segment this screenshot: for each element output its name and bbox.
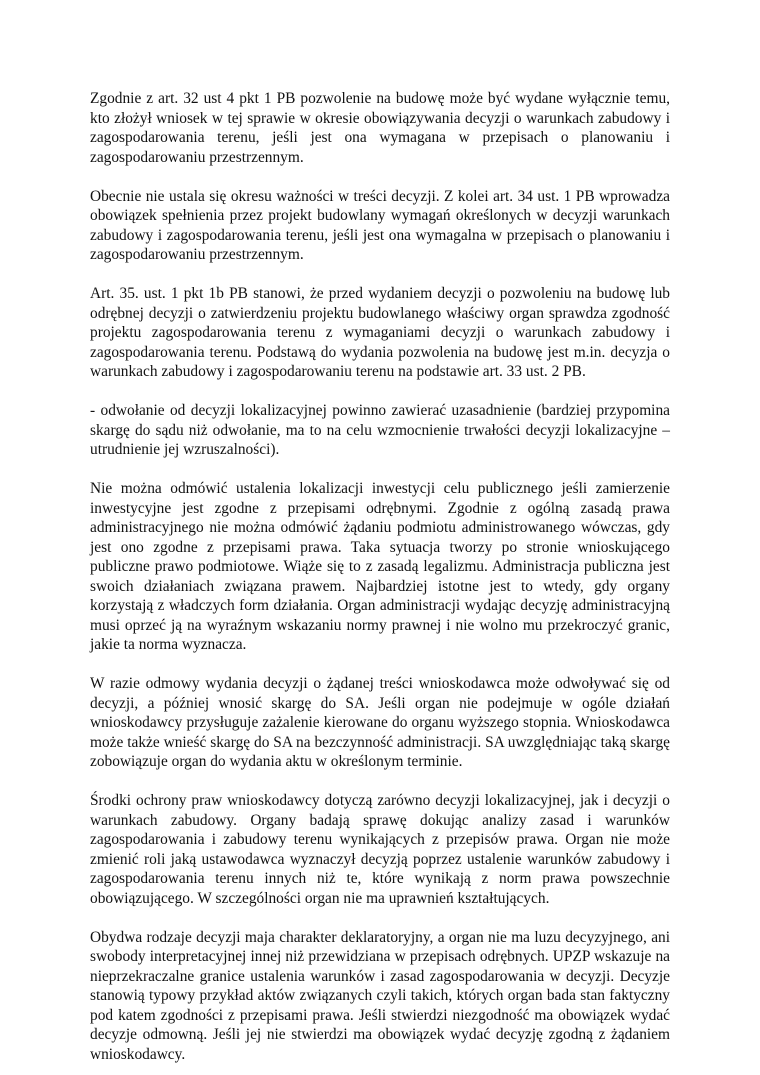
paragraph-odwolanie: - odwołanie od decyzji lokalizacyjnej powinno zawierać uzasadnienie (bardziej przypomina skargę do sądu niż odwołanie, ma to na celu wzmocnienie trwałości decyzji lokalizacyjne – utrudnienie jej wzruszalności). [90,402,670,458]
paragraph-art-34: Obecnie nie ustala się okresu ważności w treści decyzji. Z kolei art. 34 ust. 1 PB wprowadza obowiązek spełnienia przez projekt budowlany wymagań określonych w decyzji warunkach zabudowy i zagospodarowania terenu, jeśli jest ona wymagalna w przepisach o planowaniu i zagospodarowaniu przestrzennym. [90,187,670,263]
paragraph-art-32: Zgodnie z art. 32 ust 4 pkt 1 PB pozwolenie na budowę może być wydane wyłącznie temu, kto złożył wniosek w tej sprawie w okresie obowiązywania decyzji o warunkach zabudowy i zagospodarowania terenu, jeśli jest ona wymagana w przepisach o planowaniu i zagospodarowaniu przestrzennym. [90,90,670,166]
document-page [90,89,670,1064]
paragraph-srodki-ochrony: Środki ochrony praw wnioskodawcy dotyczą zarówno decyzji lokalizacyjnej, jak i decyzji o warunkach zabudowy. Organy badają sprawę dokując analizy zasad i warunków zagospodarowania i zabudowy terenu wynikających z przepisów prawa. Organ nie może zmienić roli jaką ustawodawca wyznaczył decyzją poprzez ustalenie warunków zabudowy i zagospodarowania terenu innych niż te, które wynikają z norm prawa powszechnie obowiązującego. W szczególności organ nie ma uprawnień kształtujących. [90,792,670,907]
paragraph-lokalizacja-inwestycji: Nie można odmówić ustalenia lokalizacji inwestycji celu publicznego jeśli zamierzenie inwestycyjne jest zgodne z przepisami odrębnymi. Zgodnie z ogólną zasadą prawa administracyjnego nie można odmówić żądaniu podmiotu administrowanego wówczas, gdy jest ono zgodne z przepisami prawa. Taka sytuacja tworzy po stronie wnioskującego publiczne prawo podmiotowe. Wiąże się to z zasadą legalizmu. Administracja publiczna jest swoich działaniach związana prawem. Najbardziej istotne jest to wtedy, gdy organy korzystają z władczych form działania. Organ administracji wydając decyzję administracyjną musi oprzeć ją na wyraźnym wskazaniu normy prawnej i nie wolno mu przekroczyć granic, jakie ta norma wyznacza. [90,480,670,653]
paragraph-odmowa-wydania: W razie odmowy wydania decyzji o żądanej treści wnioskodawca może odwoływać się od decyzji, a później wnosić skargę do SA. Jeśli organ nie podejmuje w ogóle działań wnioskodawcy przysługuje zażalenie kierowane do organu wyższego stopnia. Wnioskodawca może także wnieść skargę do SA na bezczynność administracji. SA uwzględniając taką skargę zobowiązuje organ do wydania aktu w określonym terminie. [90,675,670,770]
paragraph-charakter-deklaratoryjny: Obydwa rodzaje decyzji maja charakter deklaratoryjny, a organ nie ma luzu decyzyjnego, ani swobody interpretacyjnej innej niż przewidziana w przepisach odrębnych. UPZP wskazuje na nieprzekraczalne granice ustalenia warunków i zasad zagospodarowania w decyzji. Decyzje stanowią typowy przykład aktów związanych czyli takich, których organ bada stan faktyczny pod katem zgodności z przepisami prawa. Jeśli stwierdzi niezgodność ma obowiązek wydać decyzje odmowną. Jeśli jej nie stwierdzi ma obowiązek wydać decyzję zgodną z żądaniem wnioskodawcy. [90,928,670,1063]
paragraph-art-35: Art. 35. ust. 1 pkt 1b PB stanowi, że przed wydaniem decyzji o pozwoleniu na budowę lub odrębnej decyzji o zatwierdzeniu projektu budowlanego właściwy organ sprawdza zgodność projektu zagospodarowania terenu z wymaganiami decyzji o warunkach zabudowy i zagospodarowania terenu. Podstawą do wydania pozwolenia na budowę jest m.in. decyzja o warunkach zabudowy i zagospodarowaniu terenu na podstawie art. 33 ust. 2 PB. [90,285,670,380]
